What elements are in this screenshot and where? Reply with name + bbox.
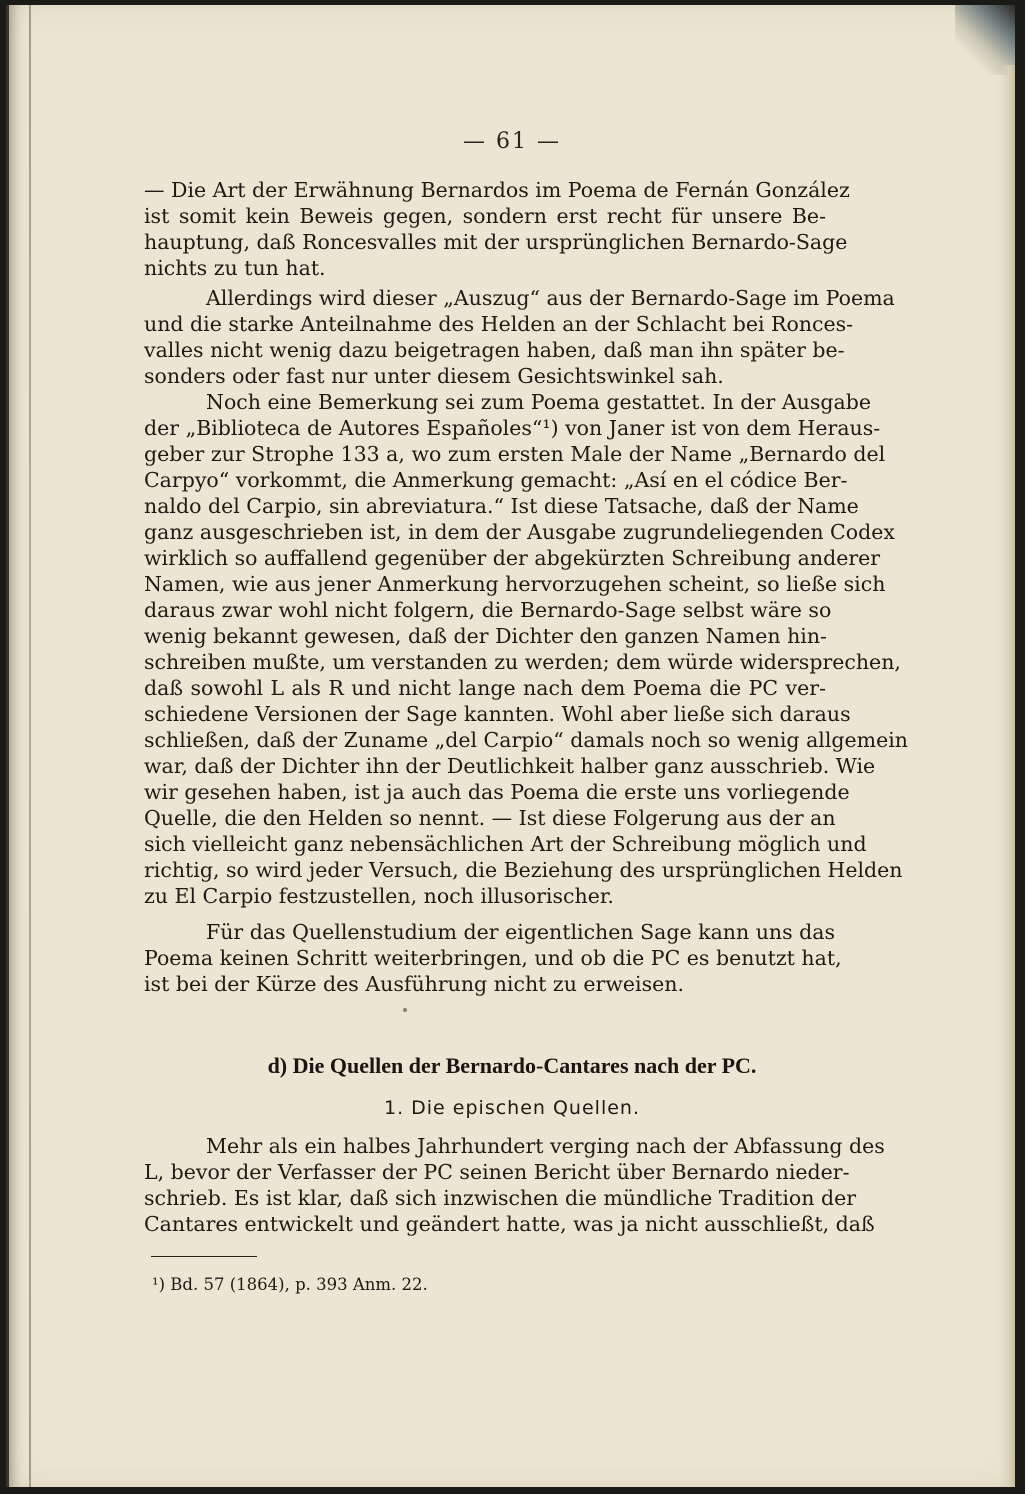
text-line: schreiben mußte, um verstanden zu werden; dem würde widersprechen, xyxy=(144,650,901,674)
text-line: richtig, so wird jeder Versuch, die Beziehung des ursprünglichen Helden xyxy=(144,858,903,882)
text-line: schiedene Versionen der Sage kannten. Wohl aber ließe sich daraus xyxy=(144,702,851,726)
page-number: — 61 — xyxy=(463,129,561,154)
text-line: wirklich so auffallend gegenüber der abgekürzten Schreibung anderer xyxy=(144,546,881,570)
binding-gutter xyxy=(29,5,31,1487)
text-line: ganz ausgeschrieben ist, in dem der Ausgabe zugrundeliegenden Codex xyxy=(144,520,895,544)
text-line: sich vielleicht ganz nebensächlichen Art der Schreibung möglich und xyxy=(144,832,867,856)
text-line: wenig bekannt gewesen, daß der Dichter den ganzen Namen hin- xyxy=(144,624,827,648)
text-line: Carpyo“ vorkommt, die Anmerkung gemacht: „Así en el códice Ber- xyxy=(144,468,848,492)
text-line: schließen, daß der Zuname „del Carpio“ damals noch so wenig allgemein xyxy=(144,728,908,752)
text-line: schrieb. Es ist klar, daß sich inzwischen die mündliche Tradition der xyxy=(144,1186,857,1210)
document-page xyxy=(6,5,1015,1487)
text-line: hauptung, daß Roncesvalles mit der ursprünglichen Bernardo-Sage xyxy=(144,230,848,254)
text-line: Cantares entwickelt und geändert hatte, was ja nicht ausschließt, daß xyxy=(144,1212,875,1236)
text-line: ist somit kein Beweis gegen, sondern erst recht für unsere Be- xyxy=(144,204,826,228)
text-line: Allerdings wird dieser „Auszug“ aus der Bernardo-Sage im Poema xyxy=(206,286,895,310)
footnote: ¹) Bd. 57 (1864), p. 393 Anm. 22. xyxy=(152,1275,428,1294)
paragraph-2 xyxy=(144,285,895,389)
page-edge xyxy=(1001,65,1015,1487)
paragraph-1 xyxy=(144,177,850,281)
paragraph-5 xyxy=(144,1133,885,1237)
text-line: Mehr als ein halbes Jahrhundert verging nach der Abfassung des xyxy=(206,1134,885,1158)
text-line: war, daß der Dichter ihn der Deutlichkeit halber ganz ausschrieb. Wie xyxy=(144,754,876,778)
paragraph-3 xyxy=(144,389,908,909)
subsection-heading: 1. Die epischen Quellen. xyxy=(383,1097,640,1119)
text-line: — Die Art der Erwähnung Bernardos im Poema de Fernán González xyxy=(144,178,850,202)
text-line: der „Biblioteca de Autores Españoles“¹) von Janer ist von dem Heraus- xyxy=(144,416,881,440)
paper-speck xyxy=(403,1008,407,1012)
section-heading: d) Die Quellen der Bernardo-Cantares nach der PC. xyxy=(267,1053,757,1078)
text-line: Für das Quellenstudium der eigentlichen Sage kann uns das xyxy=(206,920,836,944)
text-line: zu El Carpio festzustellen, noch illusorischer. xyxy=(144,884,614,908)
text-line: L, bevor der Verfasser der PC seinen Bericht über Bernardo nieder- xyxy=(144,1160,850,1184)
text-line: Namen, wie aus jener Anmerkung hervorzugehen scheint, so ließe sich xyxy=(144,572,886,596)
text-line: ist bei der Kürze des Ausführung nicht zu erweisen. xyxy=(144,972,684,996)
text-line: Quelle, die den Helden so nennt. — Ist diese Folgerung aus der an xyxy=(144,806,836,830)
text-line: naldo del Carpio, sin abreviatura.“ Ist diese Tatsache, daß der Name xyxy=(144,494,859,518)
text-line: sonders oder fast nur unter diesem Gesichtswinkel sah. xyxy=(144,364,724,388)
text-line: nichts zu tun hat. xyxy=(144,256,326,280)
text-line: daraus zwar wohl nicht folgern, die Bernardo-Sage selbst wäre so xyxy=(144,598,832,622)
text-line: Noch eine Bemerkung sei zum Poema gestattet. In der Ausgabe xyxy=(206,390,871,414)
footnote-rule xyxy=(151,1256,257,1257)
text-line: daß sowohl L als R und nicht lange nach dem Poema die PC ver- xyxy=(144,676,826,700)
text-line: geber zur Strophe 133 a, wo zum ersten Male der Name „Bernardo del xyxy=(144,442,886,466)
text-line: Poema keinen Schritt weiterbringen, und ob die PC es benutzt hat, xyxy=(144,946,842,970)
text-line: und die starke Anteilnahme des Helden an der Schlacht bei Ronces- xyxy=(144,312,854,336)
text-line: valles nicht wenig dazu beigetragen haben, daß man ihn später be- xyxy=(144,338,845,362)
text-line: wir gesehen haben, ist ja auch das Poema die erste uns vorliegende xyxy=(144,780,850,804)
paragraph-4 xyxy=(144,919,842,997)
